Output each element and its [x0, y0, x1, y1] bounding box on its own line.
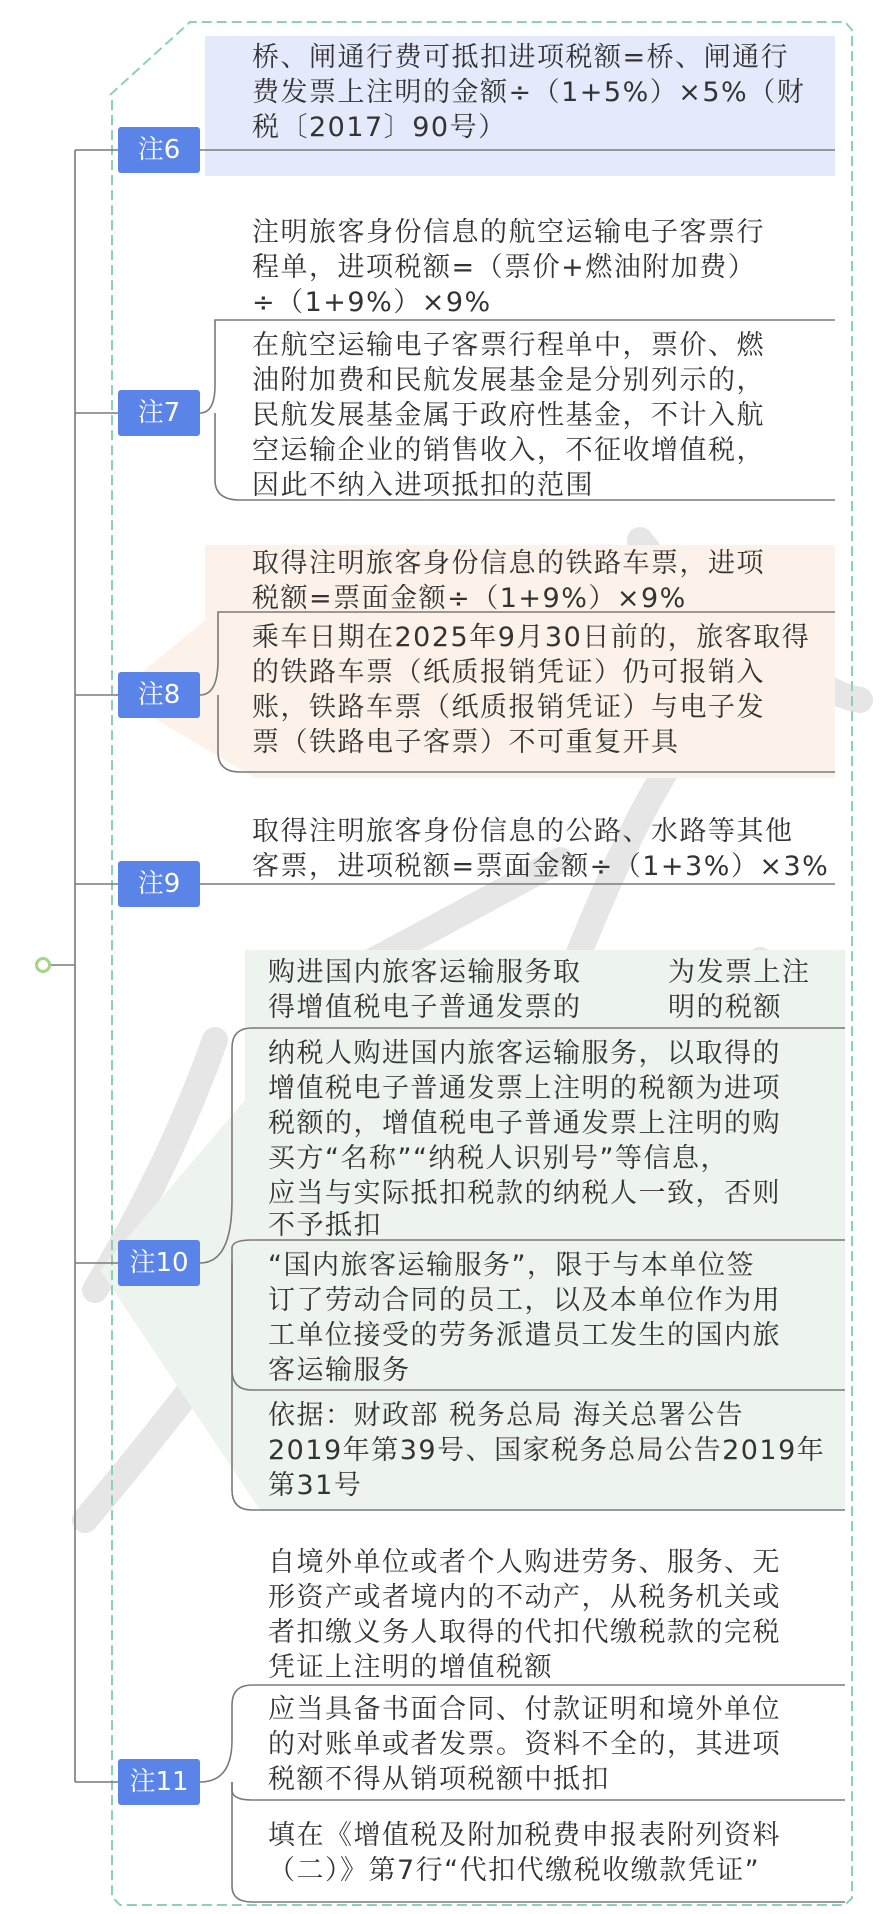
note10-basis-line: 依据：财政部 税务总局 海关总署公告: [268, 1400, 745, 1431]
note10-scope-line: 订了劳动合同的员工，以及本单位作为用: [268, 1285, 781, 1316]
note8-detail-line: 的铁路车票（纸质报销凭证）仍可报销入: [252, 657, 765, 688]
note10-heading-line: 得增值税电子普通发票的: [268, 992, 582, 1023]
note10-basis-line: 第31号: [268, 1470, 363, 1501]
note11-requirement-line: 的对账单或者发票。资料不全的，其进项: [268, 1729, 781, 1760]
note10-heading-value: 明的税额: [668, 992, 782, 1023]
root-node[interactable]: [35, 957, 51, 973]
note11-requirement-line: 应当具备书面合同、付款证明和境外单位: [268, 1694, 781, 1725]
note8-detail-line: 乘车日期在2025年9月30日前的，旅客取得: [252, 622, 811, 653]
note7-detail-line: 因此不纳入进项抵扣的范围: [252, 470, 594, 501]
note8-detail-line: 账，铁路车票（纸质报销凭证）与电子发: [252, 692, 765, 723]
note10-scope-line: “国内旅客运输服务”，限于与本单位签: [268, 1250, 755, 1281]
note10-basis-line: 2019年第39号、国家税务总局公告2019年: [268, 1435, 826, 1466]
note7-detail-line: 在航空运输电子客票行程单中，票价、燃: [252, 330, 765, 361]
note11-text-line: 者扣缴义务人取得的代扣代缴税款的完税: [268, 1617, 781, 1648]
note10-detail-line: 应当与实际抵扣税款的纳税人一致，否则: [268, 1178, 781, 1209]
note9-text-line: 客票，进项税额=票面金额÷（1+3%）×3%: [252, 851, 830, 882]
note10-heading-line: 购进国内旅客运输服务取: [268, 957, 582, 988]
note7-badge[interactable]: 注7: [118, 390, 200, 436]
note10-scope-line: 工单位接受的劳务派遣员工发生的国内旅: [268, 1320, 781, 1351]
note7-detail-line: 空运输企业的销售收入，不征收增值税，: [252, 435, 765, 466]
note7-detail-line: 油附加费和民航发展基金是分别列示的，: [252, 365, 765, 396]
note11-text-line: 凭证上注明的增值税额: [268, 1652, 553, 1683]
note10-scope-line: 客运输服务: [268, 1355, 411, 1386]
note8-detail-line: 票（铁路电子客票）不可重复开具: [252, 727, 680, 758]
note10-detail-line: 不予抵扣: [268, 1210, 382, 1241]
note10-badge[interactable]: 注10: [118, 1240, 200, 1286]
note7-formula-line: 程单，进项税额=（票价+燃油附加费）: [252, 252, 757, 283]
note11-requirement-line: 税额不得从销项税额中抵扣: [268, 1764, 610, 1795]
note7-formula-line: 注明旅客身份信息的航空运输电子客票行: [252, 217, 765, 248]
note6-text-line: 桥、闸通行费可抵扣进项税额=桥、闸通行: [252, 42, 790, 73]
note7-detail-line: 民航发展基金属于政府性基金，不计入航: [252, 400, 765, 431]
note8-badge[interactable]: 注8: [118, 672, 200, 718]
note9-badge[interactable]: 注9: [118, 861, 200, 907]
note10-detail-line: 税额的，增值税电子普通发票上注明的购: [268, 1108, 781, 1139]
note6-badge[interactable]: 注6: [118, 127, 200, 173]
note8-formula-line: 取得注明旅客身份信息的铁路车票，进项: [252, 548, 765, 579]
note8-formula-line: 税额=票面金额÷（1+9%）×9%: [252, 583, 687, 614]
note11-filing-line: （二）》第7行“代扣代缴税收缴款凭证”: [268, 1855, 761, 1886]
note7-formula-line: ÷（1+9%）×9%: [252, 287, 492, 318]
note6-text-line: 费发票上注明的金额÷（1+5%）×5%（财: [252, 77, 806, 108]
note11-text-line: 自境外单位或者个人购进劳务、服务、无: [268, 1547, 781, 1578]
note10-detail-line: 纳税人购进国内旅客运输服务，以取得的: [268, 1038, 781, 1069]
note6-text-line: 税〔2017〕90号）: [252, 112, 507, 143]
note11-text-line: 形资产或者境内的不动产，从税务机关或: [268, 1582, 781, 1613]
note11-badge[interactable]: 注11: [118, 1759, 200, 1805]
note10-detail-line: 买方“名称”“纳税人识别号”等信息，: [268, 1143, 729, 1174]
note10-heading-value: 为发票上注: [668, 957, 811, 988]
note10-detail-line: 增值税电子普通发票上注明的税额为进项: [268, 1073, 781, 1104]
note9-text-line: 取得注明旅客身份信息的公路、水路等其他: [252, 816, 794, 847]
note11-filing-line: 填在《增值税及附加税费申报表附列资料: [268, 1820, 781, 1851]
